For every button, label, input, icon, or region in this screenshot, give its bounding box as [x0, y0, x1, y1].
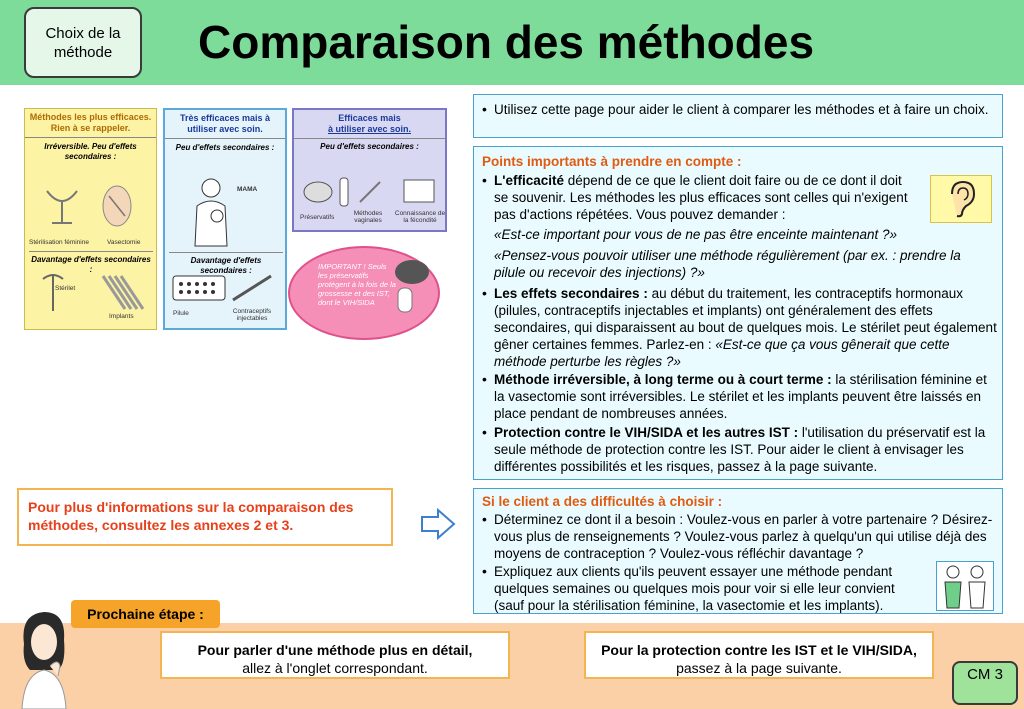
- label-injectables: Contraceptifs injectables: [232, 308, 272, 322]
- label-sterilization: Stérilisation féminine: [29, 239, 89, 246]
- intro-box: • Utilisez cette page pour aider le client à comparer les méthodes et à faire un choix.: [473, 94, 1003, 138]
- label-vaginal-methods: Méthodes vaginales: [353, 210, 383, 224]
- section-tab[interactable]: Choix de la méthode: [24, 7, 142, 78]
- column-most-effective: [24, 108, 157, 330]
- next-step-hiv-protection[interactable]: Pour la protection contre les IST et le VIH/SIDA, passez à la page suivante.: [584, 631, 934, 679]
- column-subheading: Peu d'effets secondaires :: [320, 142, 419, 151]
- condom-icon: [388, 256, 432, 314]
- point-effectiveness: L'efficacité dépend de ce que le client doit faire ou de ce dont il doit se souvenir. Les méthodes les plus efficaces sont celles qui n'exigent pas d'actions répétées. Vous pouvez demander :: [494, 173, 908, 222]
- column-effective: [292, 108, 447, 232]
- next-step-method-detail[interactable]: Pour parler d'une méthode plus en détail, allez à l'onglet correspondant.: [160, 631, 510, 679]
- thinking-woman-illustration: [14, 604, 74, 709]
- pill-injection-illustration: [171, 272, 281, 304]
- point-irreversible: Méthode irréversible, à long terme ou à court terme : la stérilisation féminine et la vasectomie sont irréversibles. Le stérilet et les implants peuvent être laissés en place pendant de nombreuses années.: [494, 372, 987, 421]
- column-subheading-2: Davantage d'effets secondaires :: [29, 251, 153, 275]
- column-heading: Très efficaces mais à utiliser avec soin.: [165, 110, 285, 139]
- page-code-badge: CM 3: [952, 661, 1018, 705]
- column-heading: Méthodes les plus efficaces. Rien à se rappeler.: [25, 109, 156, 138]
- question-pregnancy: «Est-ce important pour vous de ne pas être enceinte maintenant ?»: [494, 227, 897, 242]
- arrow-right-icon[interactable]: [420, 508, 456, 540]
- column-subheading: Peu d'effets secondaires :: [175, 143, 275, 152]
- barrier-methods-illustration: [300, 172, 440, 210]
- header-bar: [0, 0, 1024, 85]
- column-heading-line1: Efficaces mais: [338, 113, 401, 123]
- column-heading-line2: à utiliser avec soin.: [327, 124, 412, 134]
- label-iud: Stérilet: [55, 285, 76, 292]
- label-pill: Pilule: [173, 310, 189, 317]
- column-very-effective: [163, 108, 287, 330]
- more-info-box: Pour plus d'informations sur la comparaison des méthodes, consultez les annexes 2 et 3.: [17, 488, 393, 546]
- label-implants: Implants: [109, 313, 134, 320]
- important-note-bubble: [288, 246, 440, 340]
- important-note-text: IMPORTANT ! Seuls les préservatifs protègent à la fois de la grossesse et des IST, dont le VIH/SIDA: [318, 262, 396, 307]
- next-step-tab: Prochaine étape :: [71, 600, 220, 628]
- column-subheading: Irréversible. Peu d'effets secondaires :: [44, 142, 137, 161]
- label-vasectomy: Vasectomie: [107, 239, 141, 246]
- intro-text: Utilisez cette page pour aider le client à comparer les méthodes et à faire un choix.: [494, 102, 989, 117]
- key-points-heading: Points importants à prendre en compte :: [482, 154, 742, 169]
- breastfeeding-illustration: [187, 176, 237, 248]
- counseling-illustration: [936, 561, 994, 611]
- point-side-effects: Les effets secondaires : au début du traitement, les contraceptifs hormonaux (pilules, contraceptifs injectables et implants) ont généralement des effets secondaires, qui disparaissent au bout de quelques mois. Le stérilet peut également gêner certaines femmes. Parlez-en : «Est-ce que ça vous gênerait que cette méthode perturbe les règles ?»: [494, 286, 997, 369]
- point-hiv-protection: Protection contre le VIH/SIDA et les autres IST : l'utilisation du préservatif est la seule méthode de protection contre les IST. Pour aider le client à envisager les différentes possibilités et les risques, passez à la page suivante.: [494, 425, 986, 474]
- iud-implants-illustration: [35, 271, 147, 316]
- difficulties-box: Si le client a des difficultés à choisir : • Déterminez ce dont il a besoin : Voulez-vous en parler à votre partenaire ? Désirez-vous plus de renseignements ? Voulez-vous parlez à quelqu'un qui utilise déjà des moyens de contraception ? Voulez-vous réfléchir davantage ? • Expliquez aux clients qu'ils peuvent essayer une méthode pendant quelques semaines ou quelques mois pour voir si elle leur convient (sauf pour la stérilisation féminine, la vasectomie et les implants).: [473, 488, 1003, 614]
- column-heading: [294, 110, 445, 139]
- difficulty-needs: Déterminez ce dont il a besoin : Voulez-vous en parler à votre partenaire ? Désirez-vous plus de renseignements ? Voulez-vous parlez à quelqu'un qui utilise déjà des moyens de contraception ? Voulez-vous réfléchir davantage ?: [494, 512, 993, 561]
- key-points-box: Points importants à prendre en compte : • L'efficacité dépend de ce que le client doit faire ou de ce dont il doit se souvenir. Les méthodes les plus efficaces sont celles qui n'exigent pas d'actions répétées. Vous pouvez demander : «Est-ce important pour vous de ne pas être enceinte maintenant ?» «Pensez-vous pouvoir utiliser une méthode régulièrement (par ex. : prendre la pilule ou recevoir des injections) ?» • Les effets secondaires : au début du traitement, les contraceptifs hormonaux (pilules, contraceptifs injectables et implants) ont généralement des effets secondaires, qui disparaissent au bout de quelques mois. Le stérilet peut également gêner certaines femmes. Parlez-en : «Est-ce que ça vous gênerait que cette méthode perturbe les règles ?» • Méthode irréversible, à long terme ou à court terme : la stérilisation féminine et la vasectomie sont irréversibles. Le stérilet et les implants peuvent être laissés en place pendant de nombreuses années. • Protection contre le VIH/SIDA et les autres IST : l'utilisation du préservatif est la seule méthode de protection contre les IST. Pour aider le client à envisager les différentes possibilités et les risques, passez à la page suivante.: [473, 146, 1003, 480]
- ear-icon: [930, 175, 992, 223]
- difficulties-heading: Si le client a des difficultés à choisir :: [482, 494, 723, 509]
- label-condoms: Préservatifs: [300, 214, 335, 221]
- question-regular-use: «Pensez-vous pouvoir utiliser une méthode régulièrement (par ex. : prendre la pilule ou recevoir des injections) ?»: [494, 248, 961, 280]
- sterilization-illustration: [37, 181, 145, 231]
- page-title: Comparaison des méthodes: [198, 16, 815, 68]
- column-subheading-2: Davantage d'effets secondaires :: [169, 252, 283, 276]
- label-fertility-awareness: Connaissance de la fécondité: [394, 210, 446, 224]
- difficulty-trial: Expliquez aux clients qu'ils peuvent essayer une méthode pendant quelques semaines ou quelques mois pour voir si elle leur convient (sauf pour la stérilisation féminine, la vasectomie et les implants).: [494, 564, 895, 613]
- label-lam: MAMA: [237, 186, 258, 193]
